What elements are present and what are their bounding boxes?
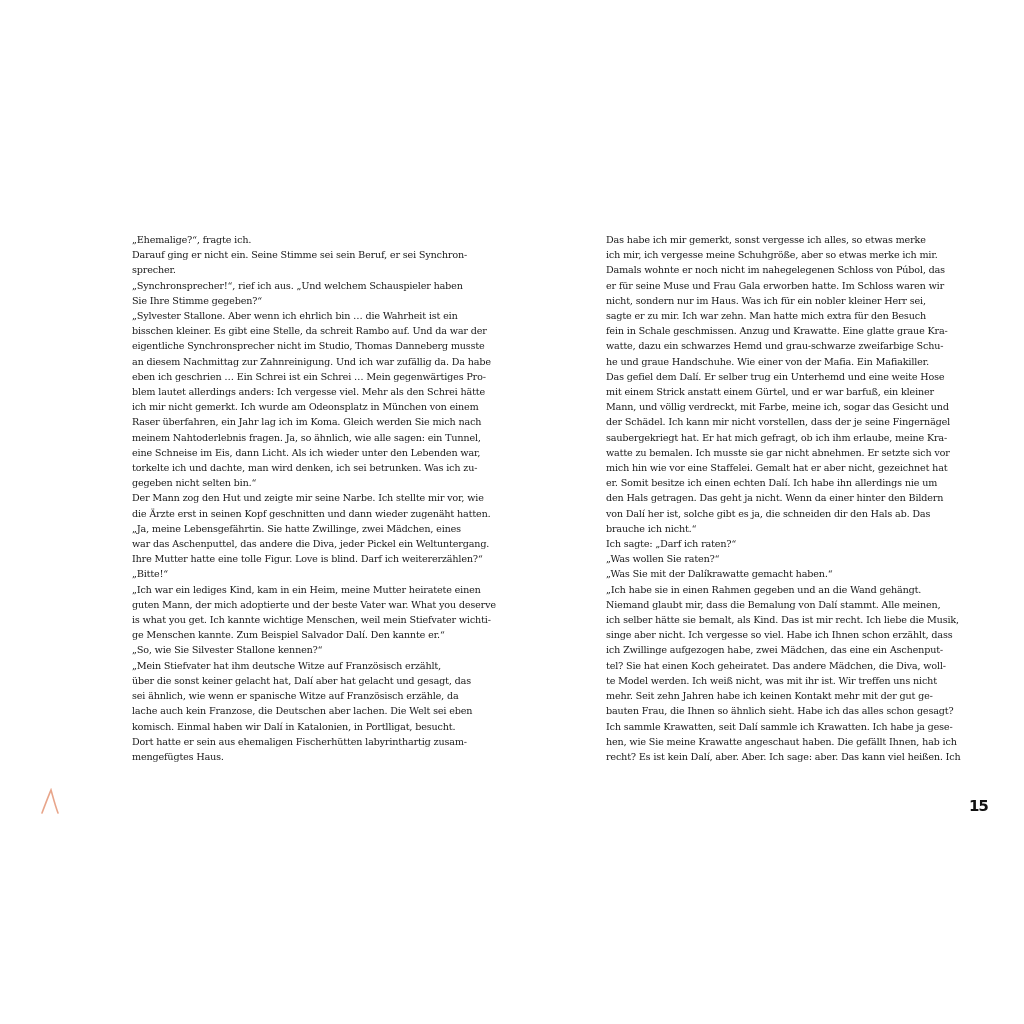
text-line: Das habe ich mir gemerkt, sonst vergesse ich alles, so etwas merke	[606, 235, 926, 246]
text-line: Sie Ihre Stimme gegeben?“	[132, 295, 263, 307]
text-line: „Was Sie mit der Dalíkrawatte gemacht haben.“	[606, 569, 833, 581]
left-page-text	[119, 233, 496, 765]
text-line: guten Mann, der mich adoptierte und der beste Vater war. What you deserve	[132, 599, 496, 611]
paragraph	[593, 567, 905, 582]
text-line: über die sonst keiner gelacht hat, Dalí aber hat gelacht und gesagt, das	[132, 675, 471, 687]
paragraph	[593, 537, 905, 552]
text-line: fein in Schale geschmissen. Anzug und Krawatte. Eine glatte graue Kra-	[606, 326, 948, 338]
text-line: mehr. Seit zehn Jahren habe ich keinen Kontakt mehr mit der gut ge-	[606, 691, 933, 703]
text-line: „Ich war ein lediges Kind, kam in ein Heim, meine Mutter heiratete einen	[132, 584, 481, 596]
text-line: saubergekriegt hat. Er hat mich gefragt, ob ich ihm erlaube, meine Kra-	[606, 432, 948, 444]
text-line: Damals wohnte er noch nicht im nahegelegenen Schloss von Púbol, das	[606, 265, 945, 277]
text-line: eigentliche Synchronsprecher nicht im Studio, Thomas Danneberg musste	[132, 341, 485, 353]
text-line: war das Aschenputtel, das andere die Diva, jeder Pickel ein Weltuntergang.	[132, 539, 490, 551]
right-page-text	[593, 233, 961, 765]
text-line: sei ähnlich, wie wenn er spanische Witze auf Französisch erzähle, da	[132, 691, 459, 703]
paragraph	[119, 233, 431, 248]
text-line: ich Zwillinge aufgezogen habe, zwei Mädchen, das eine ein Aschenput-	[606, 645, 944, 657]
text-line: „Ehemalige?“, fragte ich.	[132, 235, 252, 246]
paragraph	[119, 279, 463, 309]
text-line: Der Mann zog den Hut und zeigte mir seine Narbe. Ich stellte mir vor, wie	[132, 493, 484, 505]
text-line: gegeben nicht selten bin.“	[132, 478, 257, 490]
text-line: hen, wie Sie meine Krawatte angeschaut haben. Die gefällt Ihnen, hab ich	[606, 736, 957, 748]
text-line: is what you get. Ich kannte wichtige Menschen, weil mein Stiefvater wichti-	[132, 615, 491, 627]
text-line: ich mir nicht gemerkt. Ich wurde am Odeonsplatz in München von einem	[132, 402, 479, 414]
text-line: Darauf ging er nicht ein. Seine Stimme sei sein Beruf, er sei Synchron-	[132, 250, 468, 262]
page-number: 15	[969, 797, 988, 815]
text-line: bauten Frau, die Ihnen so ähnlich sieht. Habe ich das alles schon gesagt?	[606, 706, 954, 718]
paragraph	[119, 248, 468, 278]
text-line: den Hals getragen. Das geht ja nicht. Wenn da einer hinter den Bildern	[606, 493, 944, 505]
text-line: sagte er zu mir. Ich war zehn. Man hatte mich extra für den Besuch	[606, 311, 926, 323]
text-line: he und graue Handschuhe. Wie einer von der Mafia. Ein Mafiakiller.	[606, 356, 929, 368]
text-line: Niemand glaubt mir, dass die Bemalung von Dalí stammt. Alle meinen,	[606, 599, 941, 611]
text-line: bisschen kleiner. Es gibt eine Stelle, da schreit Rambo auf. Und da war der	[132, 326, 487, 338]
text-line: Mann, und völlig verdreckt, mit Farbe, meine ich, sogar das Gesicht und	[606, 402, 949, 414]
paragraph	[119, 643, 431, 658]
text-line: „Ich habe sie in einen Rahmen gegeben und an die Wand gehängt.	[606, 584, 922, 596]
text-line: Raser überfahren, ein Jahr lag ich im Koma. Gleich werden Sie mich nach	[132, 417, 482, 429]
text-line: mengefügtes Haus.	[132, 751, 224, 763]
text-line: ge Menschen kannte. Zum Beispiel Salvador Dalí. Den kannte er.“	[132, 630, 445, 642]
text-line: mit einem Strick anstatt einem Gürtel, und er war barfuß, ein kleiner	[606, 387, 934, 399]
text-line: „Mein Stiefvater hat ihm deutsche Witze auf Französisch erzählt,	[132, 660, 442, 672]
text-line: von Dalí her ist, solche gibt es ja, die schneiden dir den Hals ab. Das	[606, 508, 931, 520]
text-line: te Model werden. Ich weiß nicht, was mit ihr ist. Wir treffen uns nicht	[606, 675, 937, 687]
text-line: eine Schneise im Eis, dann Licht. Als ich wieder unter den Lebenden war,	[132, 447, 481, 459]
text-line: tel? Sie hat einen Koch geheiratet. Das andere Mädchen, die Diva, woll-	[606, 660, 946, 672]
text-line: nicht, sondern nur im Haus. Was ich für ein nobler kleiner Herr sei,	[606, 295, 926, 307]
text-line: singe aber nicht. Ich vergesse so viel. Habe ich Ihnen schon erzählt, dass	[606, 630, 953, 642]
text-line: er. Somit besitze ich einen echten Dalí. Ich habe ihn allerdings nie um	[606, 478, 938, 490]
text-line: „So, wie Sie Silvester Stallone kennen?“	[132, 645, 323, 657]
paragraph	[119, 491, 491, 521]
paragraph	[119, 583, 496, 644]
text-line: eben ich geschrien … Ein Schrei ist ein Schrei … Mein gegenwärtiges Pro-	[132, 371, 486, 383]
text-line: brauche ich nicht.“	[606, 523, 697, 535]
text-line: die Ärzte erst in seinen Kopf geschnitten und dann wieder zugenäht hatten.	[132, 508, 491, 520]
text-line: torkelte ich und dachte, man wird denken, ich sei betrunken. Was ich zu-	[132, 463, 478, 475]
text-line: Dort hatte er sein aus ehemaligen Fischerhütten labyrinthartig zusam-	[132, 736, 467, 748]
text-line: komisch. Einmal haben wir Dalí in Katalonien, in Portlligat, besucht.	[132, 721, 456, 733]
text-line: „Sylvester Stallone. Aber wenn ich ehrlich bin … die Wahrheit ist ein	[132, 311, 458, 323]
text-line: mich hin wie vor eine Staffelei. Gemalt hat er aber nicht, gezeichnet hat	[606, 463, 948, 475]
text-line: recht? Es ist kein Dalí, aber. Aber. Ich sage: aber. Das kann viel heißen. Ich	[606, 751, 961, 763]
text-line: „Bitte!“	[132, 569, 169, 581]
paragraph	[593, 552, 905, 567]
text-line: „Was wollen Sie raten?“	[606, 554, 720, 566]
text-line: „Synchronsprecher!“, rief ich aus. „Und welchem Schauspieler haben	[132, 280, 463, 292]
text-line: an diesem Nachmittag zur Zahnreinigung. Und ich war zufällig da. Da habe	[132, 356, 491, 368]
text-line: der Schädel. Ich kann mir nicht vorstellen, dass der je seine Fingernägel	[606, 417, 951, 429]
text-line: lache auch kein Franzose, die Deutschen aber lachen. Die Welt sei eben	[132, 706, 473, 718]
text-line: sprecher.	[132, 265, 176, 277]
text-line: watte zu bemalen. Ich musste sie gar nicht abnehmen. Er setzte sich vor	[606, 447, 950, 459]
text-line: er für seine Muse und Frau Gala erworben hatte. Im Schloss waren wir	[606, 280, 945, 292]
text-line: „Ja, meine Lebensgefährtin. Sie hatte Zwillinge, zwei Mädchen, eines	[132, 523, 461, 535]
paragraph	[593, 583, 961, 765]
paragraph	[119, 522, 490, 568]
text-line: ich mir, ich vergesse meine Schuhgröße, aber so etwas merke ich mir.	[606, 250, 938, 262]
text-line: Ich sammle Krawatten, seit Dalí sammle ich Krawatten. Ich habe ja gese-	[606, 721, 953, 733]
text-line: Ich sagte: „Darf ich raten?“	[606, 539, 737, 551]
paragraph	[119, 309, 491, 491]
caret-mark-icon	[40, 788, 60, 814]
text-line: blem lautet allerdings anders: Ich vergesse viel. Mehr als den Schrei hätte	[132, 387, 486, 399]
text-line: Ihre Mutter hatte eine tolle Figur. Love is blind. Darf ich weitererzählen?“	[132, 554, 483, 566]
text-line: watte, dazu ein schwarzes Hemd und grau-schwarze zweifarbige Schu-	[606, 341, 944, 353]
text-line: Das gefiel dem Dalí. Er selber trug ein Unterhemd und eine weite Hose	[606, 371, 945, 383]
paragraph	[119, 567, 431, 582]
paragraph	[119, 659, 473, 765]
text-line: ich selber hätte sie bemalt, als Kind. Das ist mir recht. Ich liebe die Musik,	[606, 615, 959, 627]
paragraph	[593, 233, 951, 537]
text-line: meinem Nahtoderlebnis fragen. Ja, so ähnlich, wie alle sagen: ein Tunnel,	[132, 432, 481, 444]
